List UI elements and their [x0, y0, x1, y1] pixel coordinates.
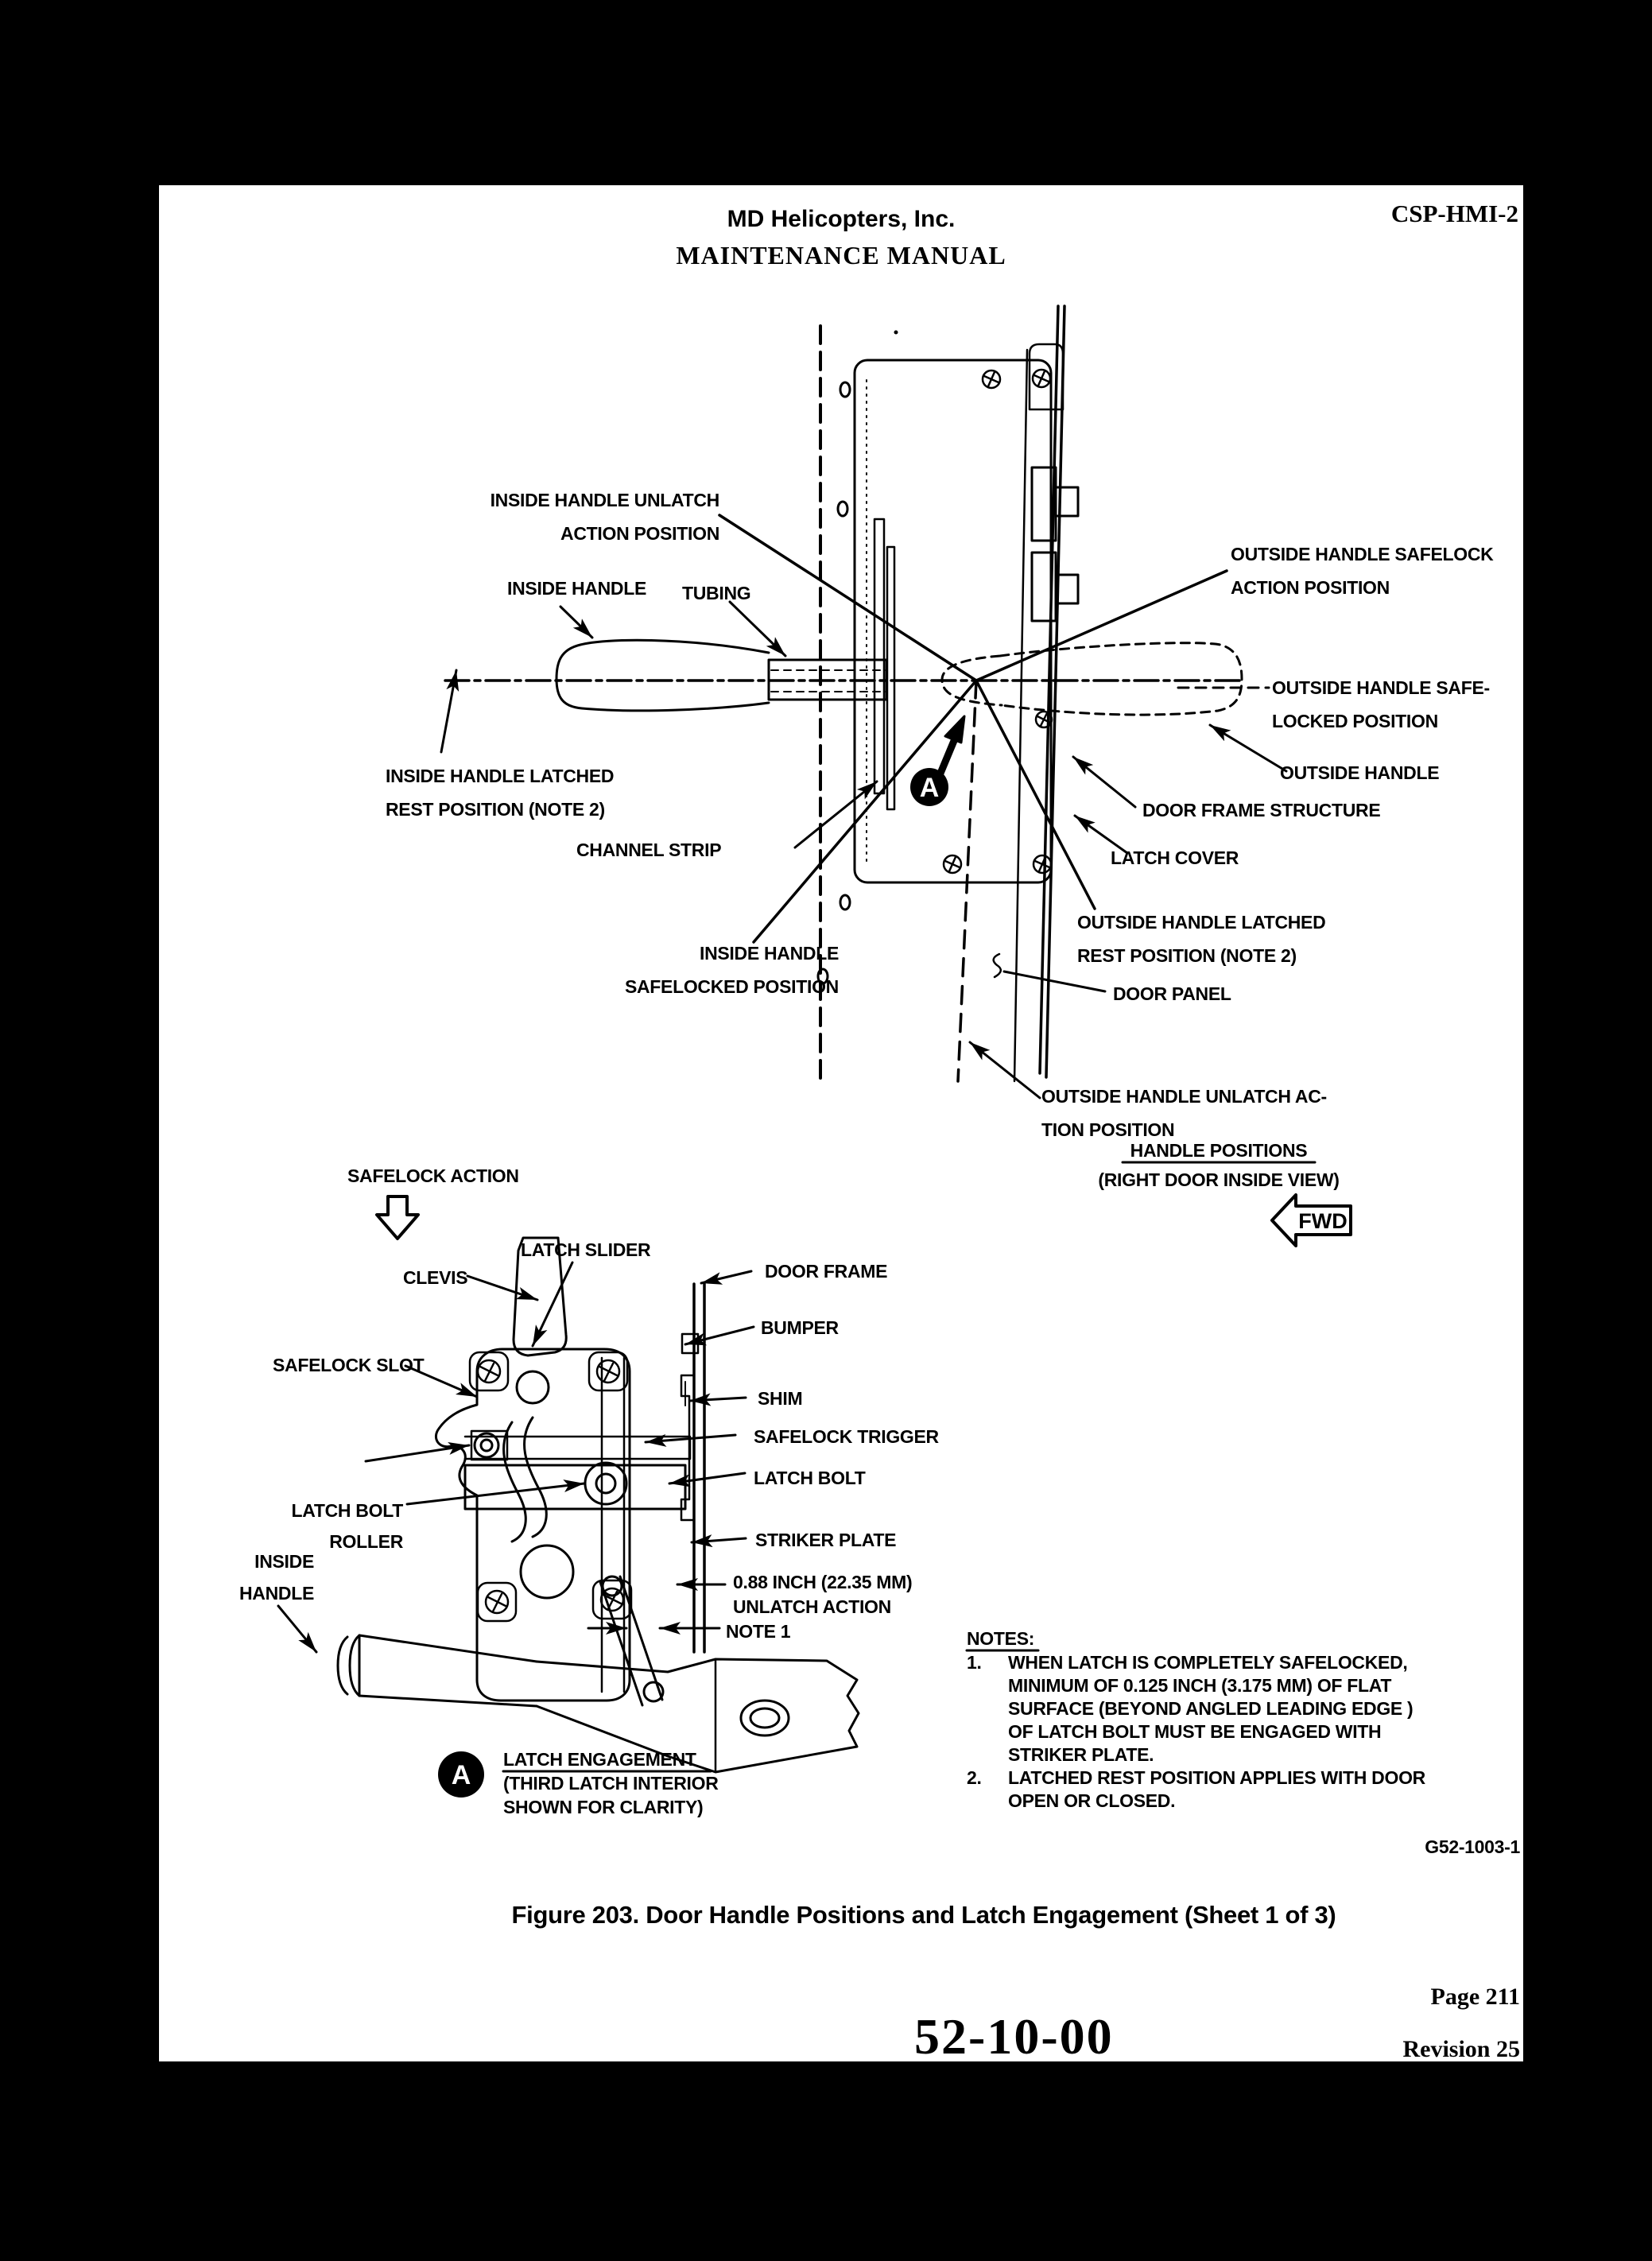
revision-number: Revision 25 — [1402, 2036, 1520, 2062]
label-door-frame-structure: DOOR FRAME STRUCTURE — [1142, 800, 1381, 820]
label-outside-safelock-action: OUTSIDE HANDLE SAFELOCK — [1231, 544, 1494, 564]
figure-caption: Figure 203. Door Handle Positions and Latch Engagement (Sheet 1 of 3) — [511, 1901, 1336, 1929]
label-latch-bolt-roller: LATCH BOLT — [291, 1500, 403, 1521]
label-safelock-trigger: SAFELOCK TRIGGER — [754, 1426, 939, 1447]
fwd-label: FWD — [1298, 1209, 1348, 1233]
lower-diagram-linework — [278, 1196, 859, 1798]
manual-page — [159, 185, 1523, 2065]
figure-diagram — [159, 185, 1523, 2061]
svg-text:UNLATCH ACTION: UNLATCH ACTION — [733, 1596, 891, 1617]
view-title: HANDLE POSITIONS — [1130, 1140, 1308, 1161]
label-outside-unlatch: OUTSIDE HANDLE UNLATCH AC- — [1041, 1086, 1327, 1107]
label-inside-latched-rest: INSIDE HANDLE LATCHED — [386, 766, 615, 786]
safelock-action-arrow-icon — [377, 1196, 418, 1239]
label-clevis: CLEVIS — [403, 1267, 468, 1288]
label-outside-safelocked: OUTSIDE HANDLE SAFE- — [1272, 677, 1490, 698]
label-tubing: TUBING — [682, 583, 751, 603]
svg-text:OPEN OR CLOSED.: OPEN OR CLOSED. — [1008, 1790, 1176, 1811]
label-door-panel: DOOR PANEL — [1113, 983, 1231, 1004]
label-outside-handle: OUTSIDE HANDLE — [1280, 762, 1440, 783]
svg-text:HANDLE: HANDLE — [238, 1583, 314, 1604]
svg-text:SHOWN FOR CLARITY): SHOWN FOR CLARITY) — [503, 1797, 704, 1817]
label-inside-handle: INSIDE HANDLE — [507, 578, 647, 599]
label-outside-latched-rest: OUTSIDE HANDLE LATCHED — [1077, 912, 1326, 933]
upper-diagram-labels — [386, 490, 1494, 1233]
label-latch-slider: LATCH SLIDER — [521, 1239, 651, 1260]
svg-text:REST POSITION (NOTE 2): REST POSITION (NOTE 2) — [1077, 945, 1297, 966]
note-1-text: WHEN LATCH IS COMPLETELY SAFELOCKED, — [1008, 1652, 1408, 1673]
label-latch-bolt: LATCH BOLT — [754, 1468, 866, 1488]
label-inside-safelocked: INSIDE HANDLE — [699, 943, 839, 964]
note-2-text: LATCHED REST POSITION APPLIES WITH DOOR — [1008, 1767, 1425, 1788]
svg-text:ACTION POSITION: ACTION POSITION — [1231, 577, 1390, 598]
label-channel-strip: CHANNEL STRIP — [576, 840, 722, 860]
svg-text:SURFACE (BEYOND ANGLED LEADING: SURFACE (BEYOND ANGLED LEADING EDGE ) — [1008, 1698, 1414, 1719]
label-latch-engagement: LATCH ENGAGEMENT — [503, 1749, 696, 1770]
svg-text:ACTION POSITION: ACTION POSITION — [560, 523, 719, 544]
label-inside-handle-unlatch: INSIDE HANDLE UNLATCH — [490, 490, 719, 510]
label-note1-ref: NOTE 1 — [726, 1621, 791, 1642]
detail-a-letter-lower: A — [451, 1760, 471, 1790]
label-safelock-action: SAFELOCK ACTION — [347, 1165, 519, 1186]
label-striker-plate: STRIKER PLATE — [755, 1530, 897, 1550]
manual-title: MAINTENANCE MANUAL — [676, 241, 1006, 270]
svg-text:STRIKER PLATE.: STRIKER PLATE. — [1008, 1744, 1154, 1765]
document-code: CSP-HMI-2 — [1390, 200, 1518, 227]
label-safelock-slot: SAFELOCK SLOT — [273, 1355, 425, 1375]
svg-text:ROLLER: ROLLER — [329, 1531, 403, 1552]
chapter-code: 52-10-00 — [914, 2008, 1114, 2065]
notes-title: NOTES: — [967, 1628, 1035, 1649]
label-shim: SHIM — [758, 1388, 803, 1409]
svg-text:1.: 1. — [967, 1652, 982, 1673]
svg-text:TION POSITION: TION POSITION — [1041, 1119, 1175, 1140]
label-unlatch-dimension: 0.88 INCH (22.35 MM) — [733, 1572, 913, 1592]
label-bumper: BUMPER — [761, 1317, 839, 1338]
svg-text:(RIGHT DOOR INSIDE VIEW): (RIGHT DOOR INSIDE VIEW) — [1098, 1169, 1340, 1190]
svg-text:(THIRD LATCH INTERIOR: (THIRD LATCH INTERIOR — [503, 1773, 719, 1794]
svg-text:2.: 2. — [967, 1767, 982, 1788]
drawing-reference: G52-1003-1 — [1425, 1836, 1520, 1857]
lower-diagram-labels — [239, 1165, 940, 1817]
label-latch-cover: LATCH COVER — [1111, 847, 1239, 868]
notes-block — [967, 1628, 1521, 1857]
svg-text:SAFELOCKED POSITION: SAFELOCKED POSITION — [624, 976, 839, 997]
svg-text:REST POSITION (NOTE 2): REST POSITION (NOTE 2) — [386, 799, 605, 820]
page-number: Page 211 — [1430, 1984, 1520, 2010]
company-name: MD Helicopters, Inc. — [727, 206, 956, 232]
svg-text:MINIMUM OF 0.125 INCH (3.175 M: MINIMUM OF 0.125 INCH (3.175 MM) OF FLAT — [1008, 1675, 1392, 1696]
svg-text:OF LATCH BOLT MUST BE ENGAGED: OF LATCH BOLT MUST BE ENGAGED WITH — [1008, 1721, 1382, 1742]
label-inside-handle-lower: INSIDE — [254, 1551, 314, 1572]
detail-a-letter: A — [919, 773, 940, 803]
svg-text:LOCKED POSITION: LOCKED POSITION — [1272, 711, 1438, 731]
label-door-frame: DOOR FRAME — [765, 1261, 888, 1282]
